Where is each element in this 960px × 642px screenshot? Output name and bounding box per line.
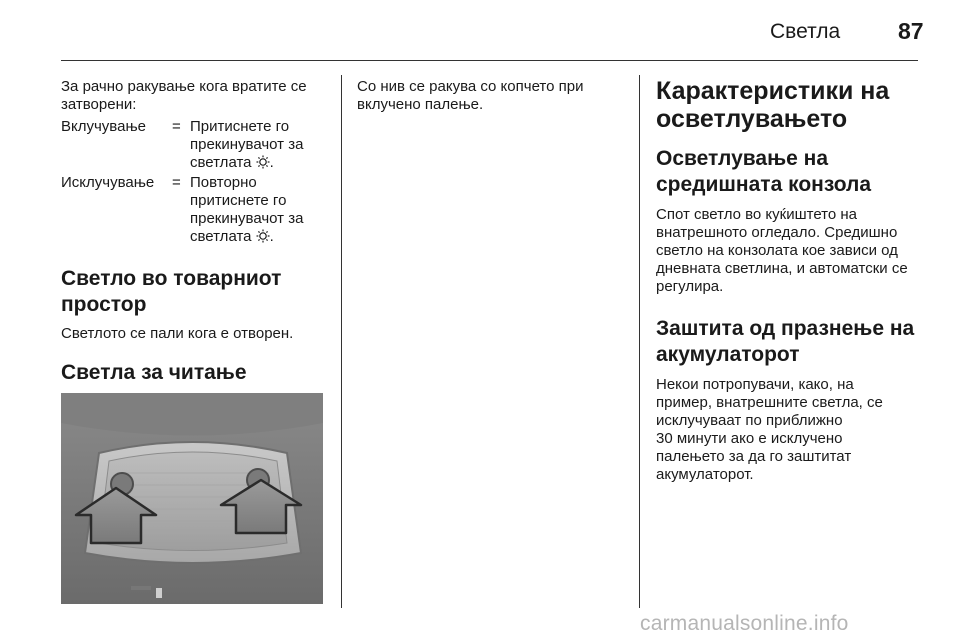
center-console-text: Спот светло во куќиштето на внатрешното огледало. Средишно светло на конзолата кое зависи од дневната светлина, и автоматски се регулира. bbox=[656, 206, 908, 295]
lighting-features-heading: Карактеристики на осветлувањето bbox=[656, 77, 890, 133]
interior-light-icon bbox=[256, 155, 270, 169]
switch-off-row bbox=[61, 174, 333, 246]
manual-operation-intro: За рачно ракување кога вратите се затворени: bbox=[61, 78, 307, 113]
switch-off-value: Повторно притиснете го прекинувачот за светлата . bbox=[190, 174, 304, 245]
battery-text-line: пример, внатрешните светла, се bbox=[656, 394, 883, 411]
battery-text-line: исклучуваат по приближно bbox=[656, 412, 843, 429]
column-left bbox=[61, 78, 333, 386]
battery-text-line: Некои потропувачи, како, на bbox=[656, 376, 854, 393]
cargo-light-heading: Светло во товарниот простор bbox=[61, 267, 282, 316]
switch-off-label: Исклучување bbox=[61, 174, 155, 191]
cargo-light-text: Светлото се пали кога е отворен. bbox=[61, 325, 294, 342]
battery-text-line: 30 минути ако е исклучено bbox=[656, 430, 843, 447]
equals-sign: = bbox=[172, 174, 181, 191]
column-right bbox=[656, 77, 926, 484]
battery-protection-text bbox=[656, 376, 926, 484]
reading-lights-heading: Светла за читање bbox=[61, 361, 247, 384]
equals-sign: = bbox=[172, 118, 181, 135]
switch-on-row bbox=[61, 118, 333, 172]
switch-on-label: Вклучување bbox=[61, 118, 146, 135]
column-divider-left bbox=[341, 75, 342, 608]
reading-lights-text: Со нив се ракува со копчето при вклучено палење. bbox=[357, 78, 584, 113]
center-console-heading: Осветлување на средишната конзола bbox=[656, 147, 872, 196]
battery-text-line: палењето за да го заштитат bbox=[656, 448, 852, 465]
page-number: 87 bbox=[898, 18, 924, 44]
battery-protection-heading: Заштита од празнење на акумулаторот bbox=[656, 317, 915, 366]
reading-lights-photo bbox=[61, 393, 323, 604]
battery-text-line: акумулаторот. bbox=[656, 466, 754, 483]
watermark: carmanualsonline.info bbox=[640, 612, 849, 635]
column-divider-right bbox=[639, 75, 640, 608]
switch-on-value: Притиснете го прекинувачот за светлата . bbox=[190, 118, 304, 171]
page-title: Светла bbox=[770, 20, 841, 43]
column-middle bbox=[357, 78, 627, 114]
interior-light-icon bbox=[256, 229, 270, 243]
header-divider bbox=[61, 60, 918, 61]
